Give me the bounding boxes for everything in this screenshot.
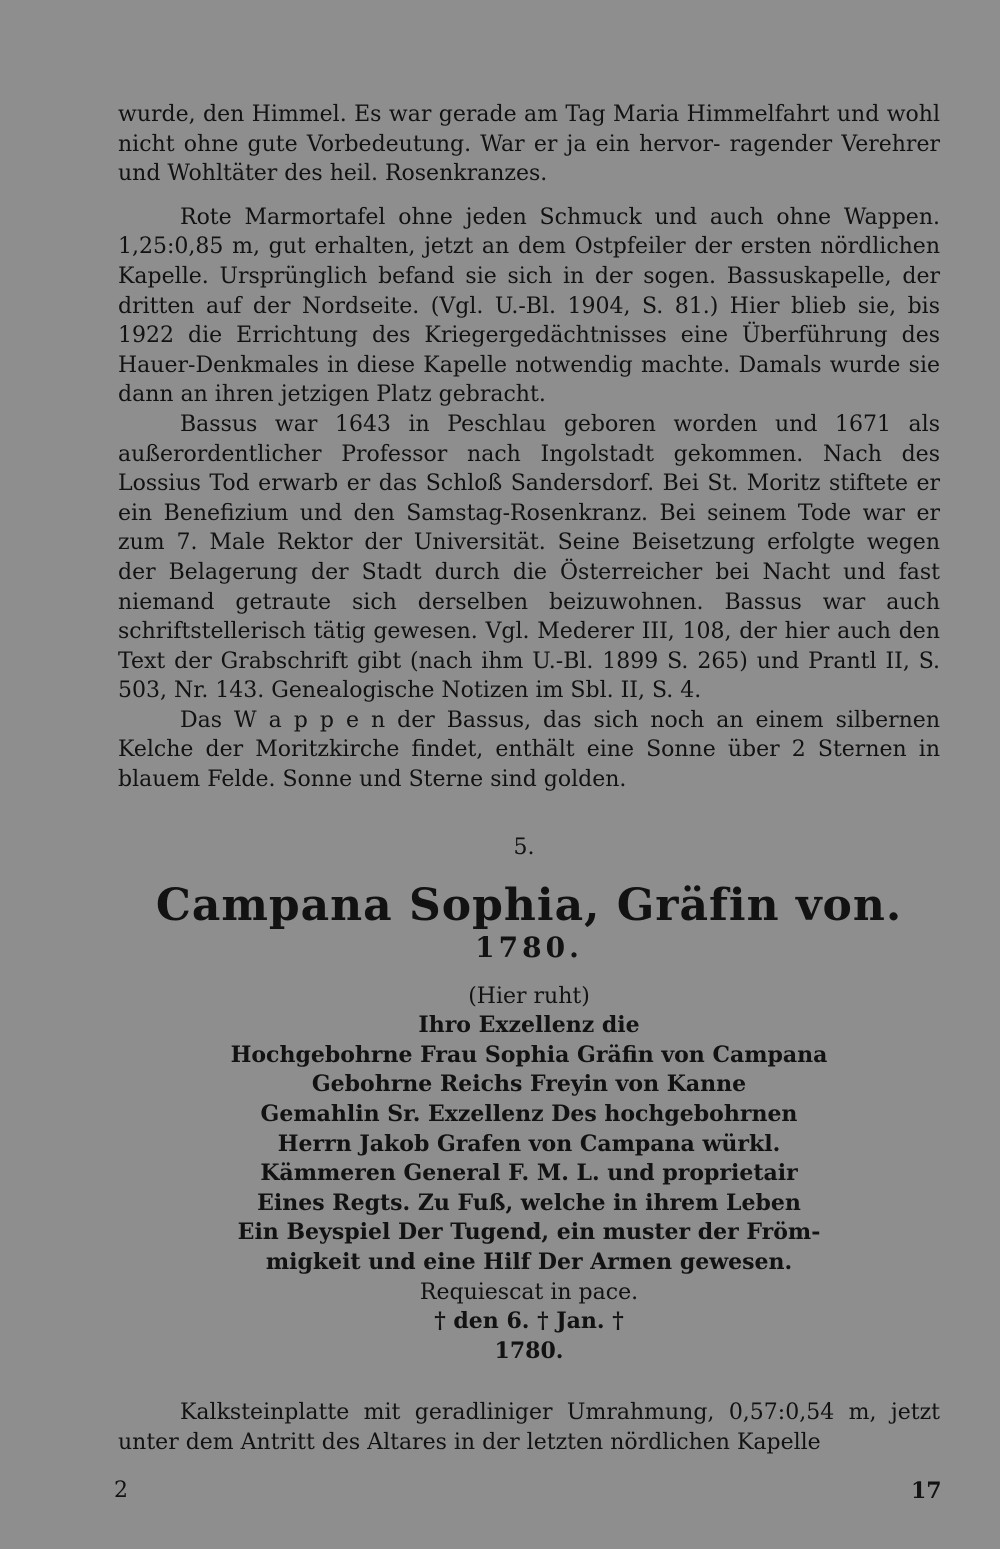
inscription-line: Ihro Exzellenz die — [418, 1012, 640, 1039]
inscription-line: Gebohrne Reichs Freyin von Kanne — [311, 1071, 747, 1098]
inscription-line: Kämmeren General F. M. L. und proprietair — [260, 1160, 798, 1187]
inscription-line: † den 6. † Jan. † — [434, 1308, 624, 1335]
inscription-line: Gemahlin Sr. Exzellenz Des hochgebohrnen — [260, 1101, 798, 1128]
inscription-line: Requiescat in pace. — [419, 1279, 639, 1305]
paragraph-coat-of-arms: Das W a p p e n der Bassus, das sich noch an einem silbernen Kelche der Moritzkirche findet, enthält eine Sonne über 2 Sternen in blauem Felde. Sonne und Sterne sind golden. — [118, 707, 940, 793]
signature-mark: 2 — [114, 1478, 128, 1503]
section-year: 1780. — [475, 930, 583, 964]
paragraph-bassus-bio: Bassus war 1643 in Peschlau geboren worden und 1671 als außerordentlicher Professor nach Ingolstadt gekommen. Nach des Lossius Tod erwarb er das Schloß Sandersdorf. Bei St. Moritz stiftete er ein Benefizium und den Samstag-Rosenkranz. Bei seinem Tode war er zum 7. Male Rektor der Universität. Seine Beisetzung erfolgte wegen der Belagerung der Stadt durch die Österreicher bei Nacht und fast niemand getraute sich derselben beizuwohnen. Bassus war auch schriftstellerisch tätig gewesen. Vgl. Mederer III, 108, der hier auch den Text der Grabschrift gibt (nach ihm U.-Bl. 1899 S. 265) und Prantl II, S. 503, Nr. 143. Genealogische Notizen im Sbl. II, S. 4. — [118, 411, 940, 704]
paragraph-marble-tablet: Rote Marmortafel ohne jeden Schmuck und auch ohne Wappen. 1,25:0,85 m, gut erhalten, jetzt an dem Ostpfeiler der ersten nördlichen Kapelle. Ursprünglich befand sie sich in der sogen. Bassuskapelle, der dritten auf der Nordseite. (Vgl. U.-Bl. 1904, S. 81.) Hier blieb sie, bis 1922 die Errichtung des Kriegergedächtnisses eine Überführung des Hauer-Denkmales in diese Kapelle notwendig machte. Damals wurde sie dann an ihren jetzigen Platz gebracht. — [118, 204, 940, 408]
section-number: 5. — [513, 834, 535, 860]
inscription-line: migkeit und eine Hilf Der Armen gewesen. — [265, 1249, 793, 1275]
inscription-line: 1780. — [494, 1337, 564, 1364]
inscription-line: Hochgebohrne Frau Sophia Gräfin von Campana — [230, 1041, 828, 1068]
inscription-line: Herrn Jakob Grafen von Campana würkl. — [277, 1130, 781, 1157]
section-title: Campana Sophia, Gräfin von. — [155, 879, 903, 931]
inscription-line: (Hier ruht) — [468, 983, 590, 1009]
paragraph-limestone: Kalksteinplatte mit geradliniger Umrahmung, 0,57:0,54 m, jetzt unter dem Antritt des Altares in der letzten nördlichen Kapelle — [118, 1400, 940, 1455]
inscription-block — [118, 982, 940, 1367]
inscription-line: Ein Beyspiel Der Tugend, ein muster der Fröm- — [237, 1219, 821, 1246]
paragraph-intro: wurde, den Himmel. Es war gerade am Tag Maria Himmelfahrt und wohl nicht ohne gute Vorbedeutung. War er ja ein hervor- ragender Verehrer und Wohltäter des heil. Rosenkranzes. — [118, 102, 940, 187]
page-body — [118, 100, 940, 1458]
page-number: 17 — [911, 1478, 942, 1504]
inscription-line: Eines Regts. Zu Fuß, welche in ihrem Leben — [257, 1189, 801, 1216]
